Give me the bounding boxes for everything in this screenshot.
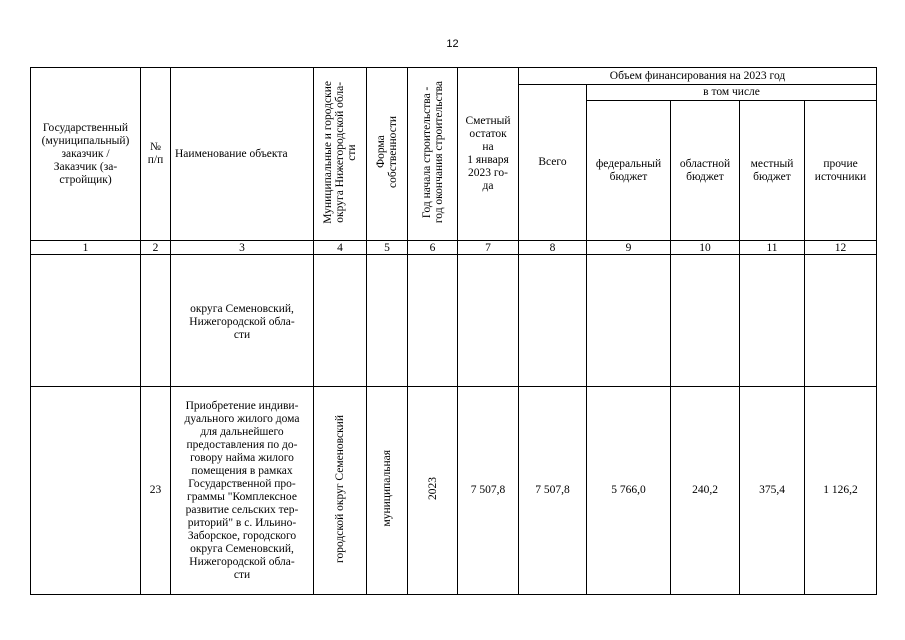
header-years: Год начала строительства - год окончания строительства [420,80,445,224]
column-number: 1 [31,241,141,255]
cell-federal [587,255,671,387]
cell-other [805,255,877,387]
header-local: местный бюджет [740,101,805,241]
header-regional: областной бюджет [671,101,740,241]
table-row [31,255,877,387]
header-municipality: Муниципальные и городские округа Нижегородской обла- сти [322,80,358,224]
header-customer: Государственный (муниципальный) заказчик / Заказчик (за- стройщик) [31,68,141,241]
column-number: 10 [671,241,740,255]
column-number: 11 [740,241,805,255]
header-municipality-cell [314,68,367,241]
cell-local [740,255,805,387]
cell-balance [458,255,519,387]
column-number: 9 [587,241,671,255]
cell-total [519,255,587,387]
cell-object-name: округа Семеновский, Нижегородской обла- сти [171,255,314,387]
cell-regional [671,255,740,387]
header-total: Всего [519,85,587,241]
cell-ownership [367,255,408,387]
header-ownership: Форма собственности [375,116,399,188]
page-number: 12 [446,38,459,50]
header-years-cell [408,68,458,241]
cell-total: 7 507,8 [519,387,587,595]
cell-customer [31,255,141,387]
column-number: 5 [367,241,408,255]
cell-regional: 240,2 [671,387,740,595]
column-number: 8 [519,241,587,255]
cell-years-wrap [408,387,458,595]
column-number: 2 [141,241,171,255]
header-row-1 [31,68,877,85]
cell-other: 1 126,2 [805,387,877,595]
cell-number: 23 [141,387,171,595]
cell-municipality-wrap [314,387,367,595]
financing-table [30,67,877,595]
cell-customer [31,387,141,595]
header-including: в том числе [587,85,877,101]
table-row [31,387,877,595]
cell-municipality: городской округ Семеновский [334,414,346,563]
header-federal: федеральный бюджет [587,101,671,241]
cell-ownership-wrap [367,387,408,595]
header-financing-group: Объем финансирования на 2023 год [519,68,877,85]
cell-balance: 7 507,8 [458,387,519,595]
header-balance: Сметный остаток на 1 января 2023 го- да [458,68,519,241]
column-number: 4 [314,241,367,255]
cell-years: 2023 [426,477,439,500]
cell-years [408,255,458,387]
column-number: 12 [805,241,877,255]
header-ownership-cell [367,68,408,241]
header-other: прочие источники [805,101,877,241]
header-object-name: Наименование объекта [171,68,314,241]
cell-number [141,255,171,387]
column-number-row [31,241,877,255]
cell-municipality [314,255,367,387]
column-number: 6 [408,241,458,255]
column-number: 7 [458,241,519,255]
cell-local: 375,4 [740,387,805,595]
cell-ownership: муниципальная [381,450,393,527]
header-number: № п/п [141,68,171,241]
column-number: 3 [171,241,314,255]
cell-object-name: Приобретение индиви- дуального жилого дома для дальнейшего предоставления по до- говору найма жилого помещения в рамках Государственной про- граммы "Комплексное развитие сельских тер- риторий" в с. Ильино- Заборское, городского округа Семеновский, Нижегородской обла- сти [171,387,314,595]
cell-federal: 5 766,0 [587,387,671,595]
